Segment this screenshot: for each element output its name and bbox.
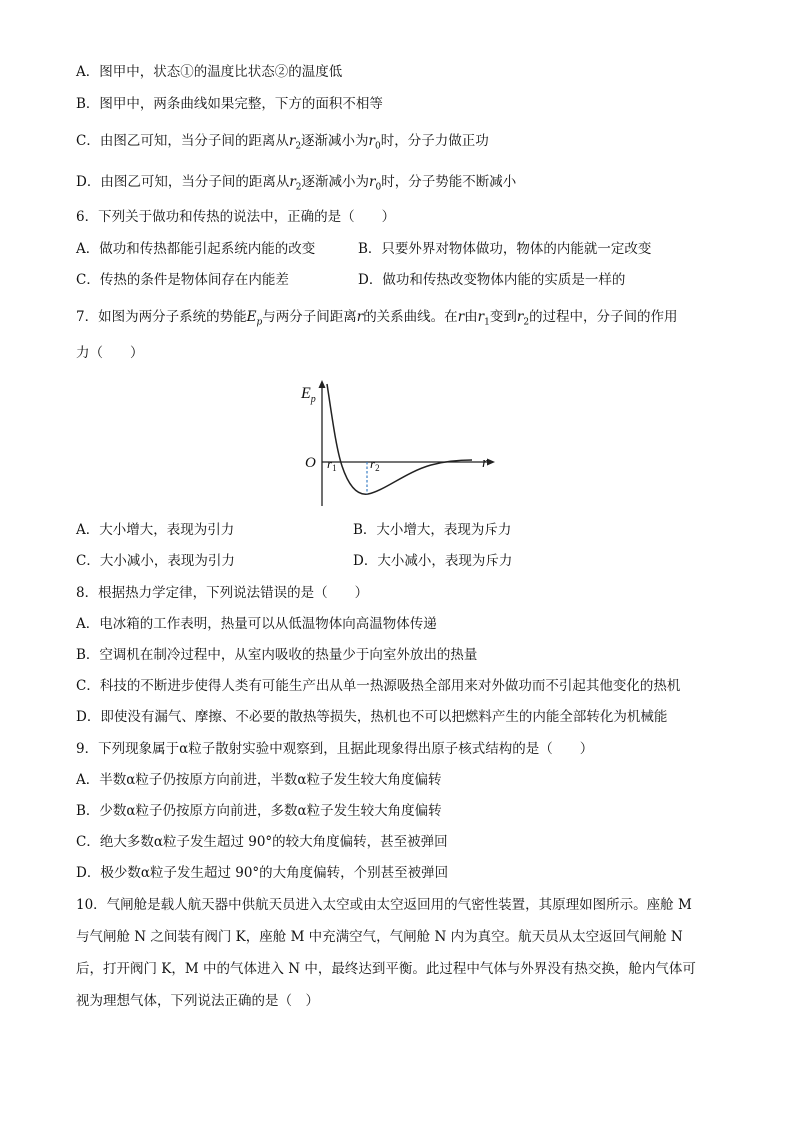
q10-line-1: 10．气闸舱是载人航天器中供航天员进入太空或由太空返回用的气密性装置，其原理如图所示。座舱 M bbox=[76, 897, 692, 913]
potential-energy-figure bbox=[296, 376, 502, 510]
q10-line-2: 与气闸舱 N 之间装有阀门 K，座舱 M 中充满空气，气闸舱 N 内为真空。航天员从太空返回气闸舱 N bbox=[76, 929, 683, 945]
q5-d-to-sub: 0 bbox=[375, 182, 382, 193]
q5-d-post: 时，分子势能不断减小 bbox=[381, 174, 517, 190]
y-axis-arrow bbox=[319, 380, 326, 388]
q7-ep: E bbox=[246, 309, 257, 325]
q5-d-pre: D．由图乙可知，当分子间的距离从 bbox=[76, 174, 290, 190]
q6-option-d: D．做功和传热改变物体内能的实质是一样的 bbox=[358, 272, 626, 288]
q10-line-4: 视为理想气体，下列说法正确的是（ ） bbox=[76, 993, 319, 1009]
q9-option-c: C．绝大多数α粒子发生超过 90°的较大角度偏转，甚至被弹回 bbox=[76, 834, 448, 850]
q5-option-d bbox=[76, 172, 516, 198]
q5-c-post: 时，分子力做正功 bbox=[380, 133, 489, 149]
y-axis-label: $E_p$ bbox=[301, 385, 316, 405]
q5-c-mid: 逐渐减小为 bbox=[301, 133, 369, 149]
q10-line-3: 后，打开阀门 K，M 中的气体进入 N 中，最终达到平衡。此过程中气体与外界没有热交换，舱内气体可 bbox=[76, 961, 696, 977]
q5-d-mid: 逐渐减小为 bbox=[301, 174, 370, 190]
x-axis-label: r bbox=[482, 455, 488, 471]
q7-stem bbox=[76, 307, 678, 333]
q7-r-to: r bbox=[516, 309, 524, 325]
x-axis-arrow bbox=[487, 459, 495, 466]
r1-label: $r_1$ bbox=[327, 456, 337, 473]
q5-c-to-sub: 0 bbox=[375, 141, 381, 152]
q9-stem: 9．下列现象属于α粒子散射实验中观察到，且据此现象得出原子核式结构的是（ ） bbox=[76, 741, 594, 757]
q7-r2: r bbox=[457, 309, 465, 325]
q7-r-from-sub: 1 bbox=[484, 317, 490, 328]
q7-stem-mid1: 与两分子间距离 bbox=[262, 309, 357, 325]
q7-option-c: C．大小减小，表现为引力 bbox=[76, 553, 235, 569]
q6-stem: 6．下列关于做功和传热的说法中，正确的是（ ） bbox=[76, 209, 396, 225]
q8-option-a: A．电冰箱的工作表明，热量可以从低温物体向高温物体传递 bbox=[76, 616, 437, 632]
origin-label: O bbox=[305, 455, 316, 471]
q5-option-b: B．图甲中，两条曲线如果完整，下方的面积不相等 bbox=[76, 96, 383, 112]
q9-option-b: B．少数α粒子仍按原方向前进，多数α粒子发生较大角度偏转 bbox=[76, 803, 442, 819]
q8-stem: 8．根据热力学定律，下列说法错误的是（ ） bbox=[76, 585, 369, 601]
q7-stem-line2: 力（ ） bbox=[76, 345, 144, 361]
q5-c-from-sub: 2 bbox=[295, 141, 302, 152]
q9-option-a: A．半数α粒子仍按原方向前进，半数α粒子发生较大角度偏转 bbox=[76, 772, 442, 788]
q7-stem-pre: 7．如图为两分子系统的势能 bbox=[76, 309, 247, 325]
q8-option-b: B．空调机在制冷过程中，从室内吸收的热量少于向室外放出的热量 bbox=[76, 647, 478, 663]
q7-stem-mid3: 由 bbox=[464, 309, 478, 325]
q5-d-to: r bbox=[369, 174, 376, 190]
q5-option-c bbox=[76, 131, 489, 157]
q7-option-a: A．大小增大，表现为引力 bbox=[76, 522, 235, 538]
q7-r: r bbox=[356, 309, 364, 325]
q8-option-c: C．科技的不断进步使得人类有可能生产出从单一热源吸热全部用来对外做功而不引起其他变化的热机 bbox=[76, 678, 681, 694]
q7-r-from: r bbox=[477, 309, 485, 325]
r2-label: $r_2$ bbox=[370, 456, 380, 473]
q7-stem-mid4: 变到 bbox=[489, 309, 517, 325]
q9-option-d: D．极少数α粒子发生超过 90°的大角度偏转，个别甚至被弹回 bbox=[76, 865, 449, 881]
potential-curve bbox=[327, 384, 472, 494]
q7-r-to-sub: 2 bbox=[523, 317, 530, 328]
q5-d-from: r bbox=[289, 174, 296, 190]
q7-option-d: D．大小减小，表现为斥力 bbox=[353, 553, 513, 569]
q8-option-d: D．即使没有漏气、摩擦、不必要的散热等损失，热机也不可以把燃料产生的内能全部转化为机械能 bbox=[76, 709, 668, 725]
q5-c-from: r bbox=[288, 133, 296, 149]
q5-c-to: r bbox=[368, 133, 376, 149]
q6-option-c: C．传热的条件是物体间存在内能差 bbox=[76, 272, 289, 288]
q5-d-from-sub: 2 bbox=[295, 182, 302, 193]
q5-option-a: A．图甲中，状态①的温度比状态②的温度低 bbox=[76, 64, 343, 80]
q6-option-a: A．做功和传热都能引起系统内能的改变 bbox=[76, 241, 316, 257]
q7-stem-mid2: 的关系曲线。在 bbox=[363, 309, 458, 325]
q6-option-b: B．只要外界对物体做功，物体的内能就一定改变 bbox=[358, 241, 652, 257]
q7-ep-sub: p bbox=[256, 317, 263, 328]
q5-c-pre: C．由图乙可知，当分子间的距离从 bbox=[76, 133, 289, 149]
q7-stem-post: 的过程中，分子间的作用 bbox=[529, 309, 678, 325]
q7-option-b: B．大小增大，表现为斥力 bbox=[353, 522, 512, 538]
